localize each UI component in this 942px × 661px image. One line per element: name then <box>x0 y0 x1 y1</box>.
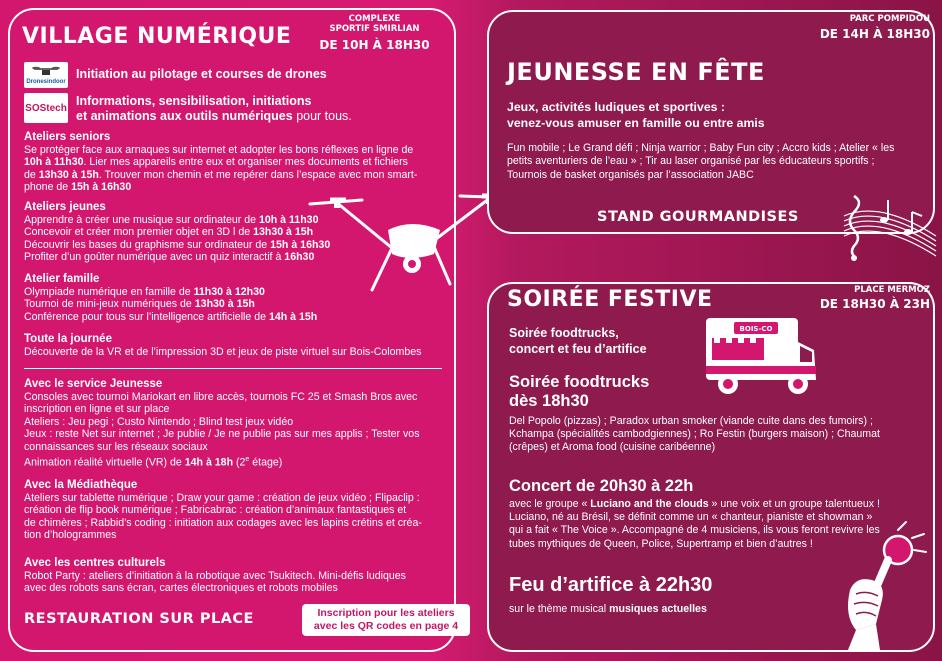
sostech-logo: SOStech <box>24 93 68 123</box>
food-list: Del Popolo (pizzas) ; Paradox urban smoker (viande cuite dans des fumoirs) ; Kchampa (spécialités cambodgiennes) ; Ro Festin (burgers maison) ; Chaumat (crêpes) et Aroma food (cuisine caribéenne) <box>509 415 880 454</box>
journee-section: Toute la journée Découverte de la VR et de l’impression 3D et jeux de piste virtuel sur Bois-Colombes <box>24 333 422 358</box>
drones-logo: Dronesindoor <box>24 62 68 88</box>
village-intro-info: Informations, sensibilisation, initiations et animations aux outils numériques pour tous. <box>76 94 352 123</box>
seniors-section: Ateliers seniors Se protéger face aux arnaques sur internet et adopter les bons réflexes en ligne de 10h à 11h30. Lier mes appareils entre eux et organiser mes documents et fichiers de 13h30 à 15h. Trouver mon chemin et me repérer dans l’espace avec mon smart- phone de 15h à 16h30 <box>24 131 418 194</box>
jeunesse-subtitle: Jeux, activités ludiques et sportives : venez-vous amuser en famille ou entre amis <box>507 100 765 130</box>
soiree-title: SOIRÉE FESTIVE <box>507 287 713 312</box>
concert-description: avec le groupe « Luciano and the clouds » une voix et un groupe talentueux ! Luciano, né au Brésil, se définit comme un « chanteur, pianiste et showman » qui a fait « The Voice ». Accompagné de 4 musiciens, ils vous feront revivre les tubes mythiques de Queen, Police, Supertramp et bien d’autres ! <box>509 498 880 550</box>
restauration-title: RESTAURATION SUR PLACE <box>24 611 254 627</box>
village-divider <box>24 368 442 369</box>
feu-description: sur le thème musical musiques actuelles <box>509 603 707 615</box>
food-title: Soirée foodtrucks dès 18h30 <box>509 373 650 410</box>
music-notes-icon <box>840 186 940 270</box>
mediatheque-section: Avec la Médiathèque Ateliers sur tablette numérique ; Draw your game : création de jeux vidéo ; Flipaclip : création de flip book numérique ; Fabricabrac : création d’animaux fantastiques et de chimères ; Rabbid’s coding : initiation aux codages avec les lapins crétins et créa- tion d’hologrammes <box>24 479 422 542</box>
village-title: VILLAGE NUMÉRIQUE <box>22 24 292 49</box>
inscription-box: Inscription pour les ateliers avec les QR codes en page 4 <box>302 604 470 636</box>
concert-title: Concert de 20h30 à 22h <box>509 477 694 495</box>
jeunesse-activities: Fun mobile ; Le Grand défi ; Ninja warrior ; Baby Fun city ; Accro kids ; Atelier « les petits aventuriers de l’eau » ; Tir au laser organisé par les éducateurs sportifs ; Tournois de basket organisés par l’association JABC <box>507 142 895 181</box>
jeunesse-title: JEUNESSE EN FÊTE <box>507 58 765 86</box>
culturels-section: Avec les centres culturels Robot Party : ateliers d’initiation à la robotique avec Tsukitech. Mini-défis ludiques avec des robots sans écran, cartes électroniques et robots mobiles <box>24 557 406 595</box>
jeunesse-venue: PARC POMPIDOU <box>849 14 930 24</box>
drone-logo-icon <box>31 65 61 79</box>
jeunes-section: Ateliers jeunes Apprendre à créer une musique sur ordinateur de 10h à 11h30 Concevoir et créer mon premier objet en 3D l de 13h30 à 15h Découvrir les bases du graphisme sur ordinateur de 15h à 16h30 Profiter d’un goûter numérique avec un quiz interactif à 16h30 <box>24 201 331 264</box>
jeunesse-time: DE 14H À 18H30 <box>819 27 930 41</box>
truck-sign: BOIS-CO <box>739 325 773 333</box>
food-truck-icon <box>702 312 822 398</box>
service-jeunesse-section: Avec le service Jeunesse Consoles avec tournoi Mariokart en libre accès, tournois FC 25 et Smash Bros avec inscription en ligne et sur place Ateliers : Jeu pegi ; Custo Nintendo ; Blind test jeux vidéo Jeux : reste Net sur internet ; Je publie / Je ne publie pas sur mes applis ; Tester vos connaissances sur les réseaux sociaux Animation réalité virtuelle (VR) de 14h à 18h (2e étage) <box>24 378 420 469</box>
soiree-intro: Soirée foodtrucks, concert et feu d’artifice <box>509 326 647 356</box>
village-intro-drones: Initiation au pilotage et courses de drones <box>76 67 327 81</box>
feu-title: Feu d’artifice à 22h30 <box>509 574 713 596</box>
soiree-time: DE 18H30 À 23H <box>819 297 930 311</box>
soiree-venue: PLACE MERMOZ <box>854 285 930 295</box>
microphone-hand-icon <box>836 520 932 652</box>
village-time: DE 10H À 18H30 <box>319 38 430 52</box>
stand-gourmandises: STAND GOURMANDISES <box>597 209 799 225</box>
village-venue: COMPLEXE SPORTIF SMIRLIAN <box>329 14 420 34</box>
famille-section: Atelier famille Olympiade numérique en famille de 11h30 à 12h30 Tournoi de mini-jeux numériques de 13h30 à 15h Conférence pour tous sur l’intelligence artificielle de 14h à 15h <box>24 273 318 323</box>
